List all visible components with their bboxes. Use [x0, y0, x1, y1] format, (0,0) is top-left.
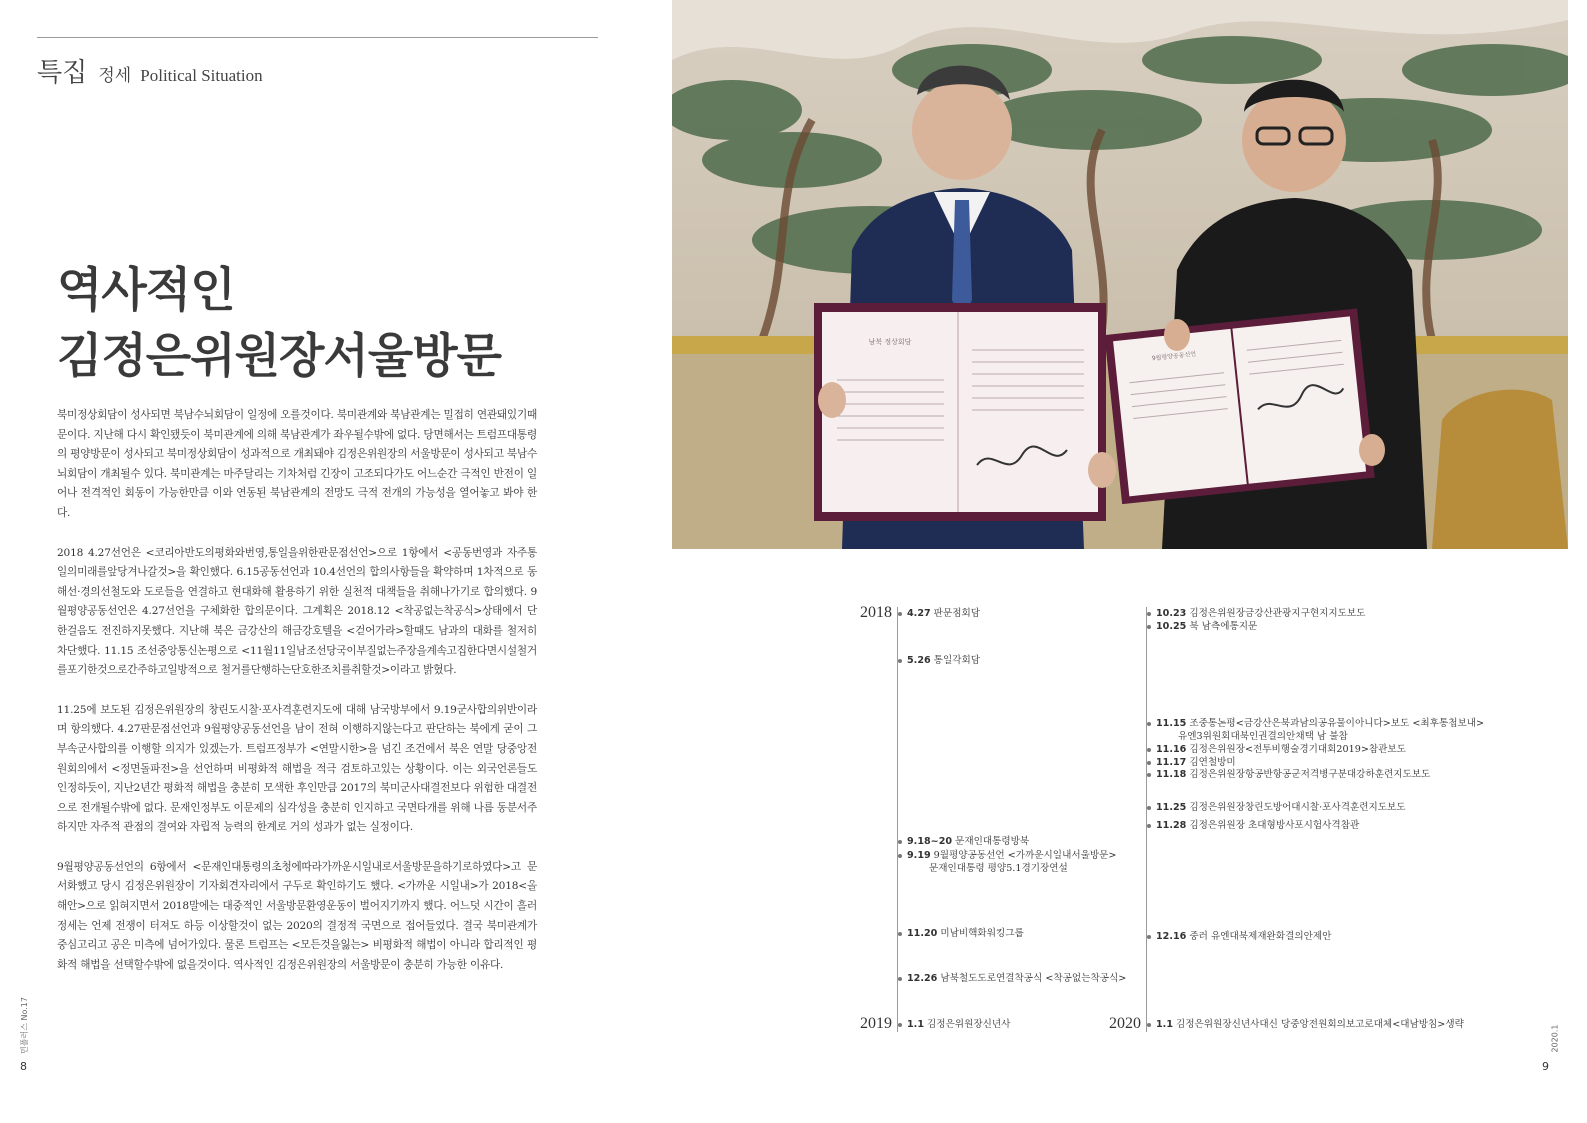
- timeline-event: 11.18 김정은위원장항공반항공군저격병구분대강하훈련지도보도: [1156, 768, 1430, 781]
- paragraph-2: 2018 4.27선언은 <코리아반도의평화와번영,통일을위한판문점선언>으로 1항에서 <공동번영과 자주통일의미래를앞당겨나갈것>을 확인했다. 6.15공동선언과 10.4선언의 합의사항들을 확약하며 1차적으로 동해선·경의선철도와 도로들을 연결하고 현대화해 활용하기 위한 실천적 대책들을 취해나가기로 합의했다. 9월평양공동선언은 4.27선언을 구체화한 합의문이다. 그계획은 2018.12 <착공없는착공식>상태에서 단 한걸음도 전진하지못했다. 지난해 북은 금강산의 해금강호텔을 <걷어가라>할때도 남과의 대화를 철저히 차단했다. 11.15 조선중앙통신논평으로 <11월11일남조선당국이부질없는주장을계속고집한다면시설철거를포기한것으로간주하고일방적으로 철거를단행하는단호한조치를취할것>이라고 밝혔다.: [57, 546, 537, 677]
- section-subtitle-en: Political Situation: [140, 66, 263, 85]
- timeline-event: 12.26 남북철도도로연결착공식 <착공없는착공식>: [907, 972, 1126, 985]
- header-rule: [37, 37, 598, 38]
- summit-photo: [672, 0, 1568, 549]
- magazine-issue-label: 민플러스 No.17: [19, 997, 29, 1054]
- timeline-event: 9.19 9월평양공동선언 <가까운시일내서울방문> 문재인대통령 평양5.1경기장연설: [907, 849, 1116, 875]
- timeline-event: 10.23 김정은위원장금강산관광지구현지지도보도: [1156, 607, 1365, 620]
- timeline-event: 1.1 김정은위원장신년사: [907, 1018, 1010, 1031]
- section-title: 특집: [37, 58, 88, 88]
- paragraph-1: 북미정상회담이 성사되면 북남수뇌회담이 일정에 오를것이다. 북미관계와 북남관계는 밀접히 연관돼있기때문이다. 지난해 다시 확인됐듯이 북미관계에 의해 북남관계가 좌우될수밖에 없다. 당면해서는 트럼프대통령의 평양방문이 성사되고 북미정상회담이 성과적으로 개최돼야 김정은위원장의 서울방문이 성사되고 북남수뇌회담이 개최될수 있다. 북미관계는 마주달리는 기차처럼 긴장이 고조되다가도 어느순간 극적인 반전이 일어나 전격적인 회동이 가능한만큼 이와 연동된 북남관계의 전망도 극적 전개의 가능성을 열어놓고 봐야 한다.: [57, 409, 538, 519]
- section-header: [37, 52, 263, 89]
- paragraph-4: 9월평양공동선언의 6항에서 <문재인대통령의초청에따라가까운시일내로서울방문을하기로하였다>고 문서화했고 당시 김정은위원장이 기자회견자리에서 구두로 확인하기도 했다. <가까운 시일내>가 2018<올해안>으로 읽혀지면서 2018말에는 대중적인 서울방문환영운동이 벌어지기까지 했다. 어느덧 시간이 흘러 정세는 언제 전쟁이 터져도 하등 이상할것이 없는 2020의 결정적 국면으로 접어들었다. 결국 북미관계가 중심고리고 공은 미측에 넘어가있다. 물론 트럼프는 <모든것을잃는> 비평화적 해법이 아니라 합리적인 평화적 해법을 선택할수밖에 없을것이다. 역사적인 김정은위원장의 서울방문이 충분히 가능한 이유다.: [57, 860, 537, 971]
- article-headline: [57, 258, 501, 390]
- page-number-left: 8: [20, 1060, 27, 1073]
- article-body: [57, 406, 537, 995]
- document-heading-left: 남북 정상회담: [868, 338, 912, 346]
- timeline-axis-left: [897, 607, 898, 1032]
- section-subtitle: 정세: [98, 66, 132, 86]
- timeline-event: 11.20 미남비핵화워킹그룹: [907, 927, 1024, 940]
- headline-line-1: 역사적인: [57, 263, 235, 318]
- timeline-event: 9.18~20 문재인대통령방북: [907, 835, 1029, 848]
- timeline-axis-right: [1146, 607, 1147, 1032]
- timeline-event: 11.16 김정은위원장<전투비행술경기대회2019>참관보도: [1156, 743, 1406, 756]
- timeline-event: 1.1 김정은위원장신년사대신 당중앙전원회의보고로대체<대남방침>생략: [1156, 1018, 1464, 1031]
- timeline-event: 11.17 김연철방미: [1156, 756, 1236, 769]
- paragraph-3: 11.25에 보도된 김정은위원장의 창린도시찰·포사격훈련지도에 대해 남국방부에서 9.19군사합의위반이라며 항의했다. 4.27판문점선언과 9월평양공동선언을 남이 전혀 이행하지않는다고 판단하는 북에게 굳이 그부속군사합의를 이행할 의지가 있겠는가. 트럼프정부가 <연말시한>을 넘긴 조건에서 북은 연말 당중앙전원회의에서 <정면돌파전>을 선언하며 비평화적 해법을 적극 검토하고있는 상황이다. 이는 외국언론들도 인정하듯이, 지난2년간 평화적 해법을 충분히 모색한 후인만큼 2017의 북미군사대결전보다 위험한 대결전으로 전개될수밖에 없다. 문재인정부도 이문제의 심각성을 충분히 인지하고 국면타개를 위해 나름 동분서주하지만 자주적 관점의 결여와 자립적 능력의 한계로 거의 성과가 없는 실정이다.: [57, 703, 537, 834]
- summit-photo-illustration: [672, 0, 1568, 549]
- page-number-right: 9: [1542, 1060, 1549, 1073]
- timeline-event: 12.16 중러 유엔대북제재완화결의안제안: [1156, 930, 1331, 943]
- timeline-event: 10.25 북 남측에통지문: [1156, 620, 1257, 633]
- issue-date-label: 2020.1: [1550, 1024, 1560, 1053]
- timeline-event: 4.27 판문점회담: [907, 607, 980, 620]
- timeline-year-2019: 2019: [860, 1015, 892, 1032]
- timeline-year-2020: 2020: [1109, 1015, 1141, 1032]
- timeline-event: 11.28 김정은위원장 초대형방사포시험사격참관: [1156, 819, 1359, 832]
- timeline-year-2018: 2018: [860, 604, 892, 621]
- timeline-event: 5.26 통일각회담: [907, 654, 980, 667]
- document-heading-right: 9월평양공동선언: [1151, 350, 1197, 363]
- timeline-event: 11.25 김정은위원장창린도방어대시찰·포사격훈련지도보도: [1156, 801, 1406, 814]
- timeline-event: 11.15 조중통논평<금강산은북과남의공유물이아니다>보도 <최후통첩보내> 유엔3위원회대북인권결의안채택 남 불참: [1156, 717, 1484, 743]
- headline-line-2: 김정은위원장서울방문: [57, 329, 502, 384]
